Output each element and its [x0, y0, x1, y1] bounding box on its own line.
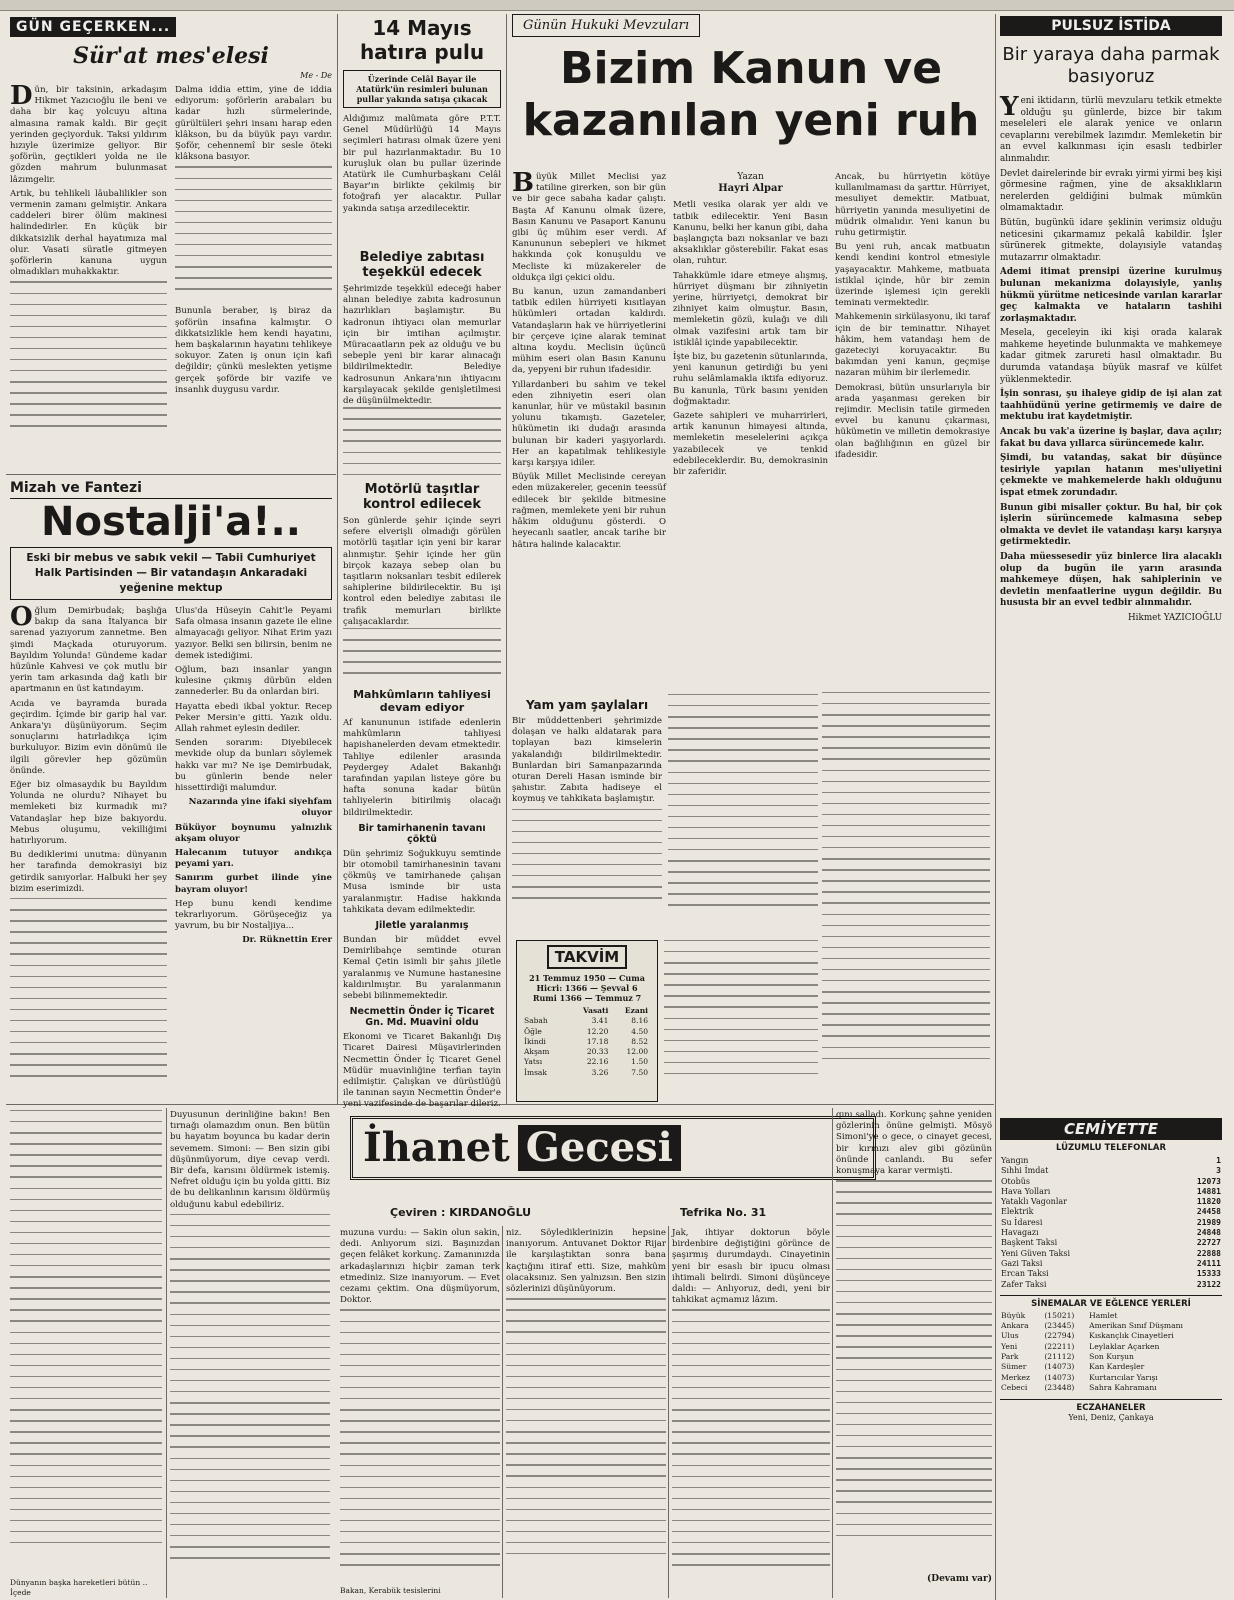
list-item [1000, 1373, 1222, 1383]
column-rule [502, 1226, 503, 1598]
list-item [1000, 1166, 1222, 1176]
paragraph: Mesela, geceleyin iki kişi orada kalarak mahkeme heyetinde bulunmakta ve mahkemeye kadar gitmek zarureti hasıl olmaktadır. Bu durumda vatandaşa büyük masraf ve külfet yüklenmektedir. [1000, 328, 1222, 385]
paragraph: Artık, bu tehlikeli lâubalilikler son vermenin zamanı gelmiştir. Ankara caddeleri birer ölüm makinesi halindedirler. En küçük bir dikkatsizlik derhal hayatımıza mal olur. Vasati süratle gitmeyen şoförlerin kanuna uygun olmadıkları muhakkaktır. [10, 188, 167, 278]
column-header: Ezani [624, 1006, 648, 1015]
entry-name: Ercan Taksi [1001, 1269, 1049, 1279]
serial-text: Duyusunun derinliğine bakın! Ben tırnağı olamazdım onun. Ben bütün bu hayatım boyunca bu kadar derin sevemem. Simoni: — Ben sizin gibi düşünmüyorum, diye cevap verdi. Bir defa, karısını öldürmek istemiş. Nefret olduğu için bu yolda gitti. Biz de bu delikanlının karısını öldürmüş olduğunu kabul edebiliriz. [170, 1110, 330, 1210]
cell: 8.16 [631, 1016, 648, 1026]
paragraph: Bu kanun, uzun zamandanberi tatbik edilen hürriyeti kısıtlayan hükümleri ortadan kaldırdı. Vatandaşların hak ve hürriyetlerini bir çerçeve içine alarak teminat altına koydu. Meclisin üçüncü mühim eseri olan Basın Kanunu da, yepyeni bir ruhun ifadesidir. [512, 287, 666, 376]
signature: Dr. Rüknettin Erer [242, 935, 332, 946]
list-item [1000, 1187, 1222, 1197]
entry-number: 23122 [1196, 1279, 1221, 1289]
column-rule [337, 14, 338, 1104]
column-rule [506, 14, 507, 1104]
column-title: PULSUZ İSTİDA [1000, 16, 1222, 36]
main-story-continuation [664, 940, 818, 1100]
table-row [523, 1037, 649, 1047]
cell: 22.16 [586, 1057, 609, 1067]
headline-line1: Bizim Kanun ve [559, 43, 943, 94]
paragraph: Devlet dairelerinde bir evrakı yirmi yirmi beş kişi görmesine rağmen, yine de aksaklıkların nerelerden geldiğini bulmak mümkün olmamaktadır. [1000, 168, 1222, 214]
paragraph: Şimdi, bu vatandaş, sakat bir düşünce tesiriyle yapılan hatanın mes'uliyetini çekmekte ve mahkemelerde haklı olduğunu ispat etmek zorundadır. [1000, 453, 1222, 498]
serial-text: gını salladı. Korkunç şahne yeniden gözlerinin önüne gelmişti. Mösyö Simoni'ye o gece, o cinayet gecesi, bir kırmızı alev gibi gözünün önünde canlandı. Bu sefer konuşmaya karar vermişti. [836, 1110, 992, 1177]
paragraph: Tahakkümle idare etmeye alışmış, hürriyet düşmanı bir zihniyetin yerine, hürriyetçi, demokrat bir zihniyet kaim olmuştur. Basın, memleketin gözü, kulağı ve dili olmak vazifesini artık tam bir istiklâl içinde yapabilecektir. [673, 270, 828, 348]
paragraph: Yeni iktidarın, türlü mevzularu tetkik etmekte olduğu şu günlerde, bizce bir takım meseleleri ele alarak yenice ve onların cevaplarını verebilmek lazımdır. Memleketin bir an evvel kalkınması için esaslı tedbirler alınmalıdır. [1000, 92, 1222, 164]
deck: Eski bir mebus ve sabık vekil — Tabii Cumhuriyet Halk Partisinden — Bir vatandaşın Ankaradaki yeğenine mektup [10, 547, 332, 600]
entry-name: Sıhhi İmdat [1001, 1166, 1049, 1176]
cinema-listing [1000, 1311, 1222, 1393]
entry-name: Gazi Taksi [1001, 1258, 1043, 1268]
paragraph: Büyük Millet Meclisi yaz tatiline girerken, son bir gün ve bir gece sabaha kadar çalıştı. Başta Af Kanunu olmak üzere, Basın Kanunu ve Pasaport Kanunu gibi üç mühim eser verdi. Af Kanununun sebepleri ve hikmet hakkında çok konuşuldu ve Mecliste ki müzakereler de oldukça ilgi çekici oldu. [512, 168, 666, 283]
list-item [1000, 1197, 1222, 1207]
kicker: Günün Hukuki Mevzuları [512, 14, 700, 37]
cell: 7.50 [631, 1067, 648, 1077]
serial-number: Tefrika No. 31 [680, 1206, 767, 1219]
entry-number: 11820 [1196, 1197, 1221, 1207]
text-filler [836, 1180, 992, 1546]
text-filler [822, 692, 990, 1069]
pharmacy-title: ECZAHANELER [1000, 1399, 1222, 1413]
serial-column [836, 1110, 992, 1598]
article-text: Şehrimizde teşekkül edeceği haber alınan belediye zabıta kadrosunun hazırlıkları başlamıştır. Bu kadronun ihtiyacı olan memurlar için bir imtihan açılmıştır. Müracaatların pek az olduğu ve bu sebeple yeni bir karar alınacağı bildirilmektedir. Belediye kadrosunun Ankara'nın ihtiyacını karşılayacak şekilde genişletilmesi de düşünülmektedir. [343, 284, 501, 407]
text-filler [343, 407, 501, 485]
list-item [1000, 1228, 1222, 1238]
article-text: Ekonomi ve Ticaret Bakanlığı Dış Ticaret Dairesi Müşavirlerinden Necmettin Önder İç Ticaret Genel Müdür muavinliğine terfian tayin edilmiştir. Çalışkan ve dürüstlüğü ile tanınan sayın Necmettin Önder'e yeni vazifesinde de başarılar dileriz. [343, 1032, 501, 1110]
mahkumlar-article [343, 684, 501, 1110]
article-text: Aldığımız malûmata göre P.T.T. Genel Müdürlüğü 14 Mayıs seçimleri hatırası olmak üzere yeni bir pul hazırlanmaktadır. Bu 10 kuruşluk olan bu pullar üzerinde Atatürk ile Cumhurbaşkanı Celâl Bayar'ın birlikte çekilmiş bir fotoğrafı yer alacaktır. Pullar yakında satışa arzedilecektir. [343, 114, 501, 214]
cinema-name: Cebeci [1001, 1382, 1028, 1392]
paragraph: Ademi itimat prensipi üzerine kurulmuş bulunan mekanizma dolayısiyle, yanlış hükmü yürütme neticesinde varılan kararlar geç kalmakta ve hataların tashihi zorlaşmaktadır. [1000, 267, 1222, 324]
cinema-film: Leylaklar Açarken [1089, 1341, 1160, 1351]
text-filler [506, 1298, 666, 1564]
list-item [1000, 1249, 1222, 1259]
list-item [1000, 1259, 1222, 1269]
main-story-continuation [668, 694, 818, 934]
subheadline: Jiletle yaralanmış [375, 920, 469, 932]
cell: 12.20 [586, 1026, 609, 1036]
entry-number: 24111 [1196, 1258, 1221, 1268]
text-filler [664, 940, 818, 1084]
author: Me - De [300, 71, 332, 80]
cell: 17.18 [586, 1036, 609, 1046]
paragraph: Oğlum, bazı insanlar yangın kulesine çıkmış dürbün elden zannederler. Bu da onlardan biri. [175, 665, 332, 698]
paragraph: Eğer biz olmasaydık bu Bayıldım Yolunda ne olurdu? Nihayet bu memleketi biz kurmadık mı? Vatandaşlar hep bize bakıyordu. Mebus oluşumu, vekilliğimi hatırlıyorum. [10, 780, 167, 847]
paragraph: Metli vesika olarak yer aldı ve tatbik edilecektir. Yeni Basın Kanunu, belki her kanun gibi, daha başlangıçta bazı noksanlar ve bazı aksaklıklar gösterebilir. Fakat esas olan, ruhtur. [673, 200, 828, 267]
headline: Belediye zabıtası teşekkül edecek [359, 250, 485, 280]
cell: 1.50 [631, 1057, 648, 1067]
headline-line2: hatıra pulu [359, 40, 485, 64]
text-filler [672, 1309, 830, 1575]
text-filler [170, 1214, 330, 1569]
cinema-film: Amerikan Sınıf Düşmanı [1089, 1321, 1183, 1331]
byline-label: Yazan [737, 172, 764, 182]
row-label: İmsak [524, 1067, 547, 1077]
paragraph: Gazete sahipleri ve muharrirleri, artık kanunun himayesi altında, memleketin meselelerini açıkça yazabilecek ve tenkid edebileceklerdir. Bu, demokrasinin bir zaferidir. [673, 411, 828, 478]
cinema-name: Yeni [1001, 1341, 1018, 1351]
row-label: İkindi [524, 1036, 546, 1046]
entry-name: Yataklı Vagonlar [1001, 1197, 1067, 1207]
paragraph: Bu yeni ruh, ancak matbuatın kendi kendini kontrol etmesiyle yaşayacaktır. Mahkeme, matbuata istiklal içinde, hür bir zemin üzerinde işlemesi için gerekli teminatı vermektedir. [835, 242, 990, 309]
paragraph: Hep bunu kendi kendime tekrarlıyorum. Görüşeceğiz ya yavrum, bu bir Nostaljiya... [175, 898, 332, 932]
list-item [1000, 1269, 1222, 1279]
serial-column [10, 1110, 162, 1600]
entry-name: Başkent Taksi [1001, 1238, 1058, 1248]
paragraph: Ancak, bu hürriyetin kötüye kullanılmaması da şarttır. Hürriyet, mesuliyet demektir. Matbuat, hürriyetin yanında mesuliyetini de müdrik olmalıdır. Yeni kanun bu ruhu getirmiştir. [835, 172, 990, 239]
poem-line: Nazarında yine ifaki siyehfam oluyor [188, 797, 332, 819]
text-filler [10, 898, 167, 1086]
entry-number: 14881 [1196, 1186, 1221, 1196]
table-row [523, 1057, 649, 1067]
column-title: GÜN GEÇERKEN... [10, 17, 176, 37]
table-row [523, 1068, 649, 1078]
serial-column [340, 1228, 500, 1598]
list-item [1000, 1238, 1222, 1248]
cinema-phone: (22211) [1044, 1341, 1075, 1351]
list-item [1000, 1156, 1222, 1166]
column-rule [166, 1108, 167, 1598]
headline: Mahkûmların tahliyesi devam ediyor [353, 688, 491, 714]
entry-number: 3 [1216, 1166, 1221, 1176]
article-text: Bundan bir müddet evvel Demirlibahçe semtinde oturan Kemal Çetin isimli bir şahıs jiletle yaralanmış ve Numune hastanesine kaldırılmıştır. Bu yaralanmanın sebebi bilinmemektedir. [343, 935, 501, 1002]
table-row [523, 1047, 649, 1057]
cinema-film: Sahra Kahramanı [1089, 1382, 1157, 1392]
cinema-film: Son Kurşun [1089, 1352, 1134, 1362]
list-item [1000, 1311, 1222, 1321]
cinema-title: SİNEMALAR VE EĞLENCE YERLERİ [1000, 1295, 1222, 1309]
footer-snippet: Bakan, Kerabük tesislerini [340, 1586, 441, 1595]
poem-line: Sanırım gurbet ilinde yine bayram oluyor! [175, 873, 332, 895]
continued-note: (Devamı var) [927, 1574, 992, 1585]
headline-line1: 14 Mayıs [372, 16, 472, 40]
article-text: Son günlerde şehir içinde seyri sefere elverişli olmadığı görülen motörlü taşıtlar için yeni bir karar alınmıştır. Şehir içinde her gün birçok kazaya sebep olan bu taşıtların noksanları tesbit edilerek sahiplerine bildirilecektir. Bu işi kontrol eden belediye zabıtası ile trafik memurları birlikte çalışacaklardır. [343, 516, 501, 627]
cinema-phone: (14073) [1044, 1372, 1075, 1382]
paragraph: Senden sorarım: Diyebilecek mevkide olup da bunları söylemek hakkı var mı? Ne işe Demirbudak, bu günlerin bende neler hissettirdiği malumdur. [175, 738, 332, 794]
cinema-name: Sümer [1001, 1362, 1027, 1372]
poem-line: Halecanım tutuyor andıkça peyami yarı. [175, 848, 332, 870]
list-item [1000, 1362, 1222, 1372]
entry-number: 1 [1216, 1156, 1221, 1165]
subheadline: Necmettin Önder İç Ticaret Gn. Md. Muavini oldu [349, 1006, 495, 1029]
column-rule [832, 1108, 833, 1598]
entry-name: Elektrik [1001, 1207, 1034, 1217]
cinema-phone: (23448) [1044, 1382, 1075, 1392]
section-rule [6, 474, 336, 475]
row-label: Sabah [524, 1016, 548, 1026]
column-rule [668, 1226, 669, 1598]
entry-number: 24458 [1196, 1207, 1221, 1217]
entry-name: Zafer Taksi [1001, 1279, 1047, 1289]
entry-name: Otobüs [1001, 1176, 1030, 1186]
text-filler [10, 281, 167, 436]
serial-text: Jak, ihtiyar doktorun böyle birdenbire değiştiğini görünce de şaşırmış durumdaydı. Cinayetinin yeni bir esaslı bir ipucu olması ihtimali belirdi. Simoni düşünceye daldı: — Anlıyoruz, dedi, yeni bir tahkikat açmamız lâzım. [672, 1228, 830, 1306]
cinema-film: Kurtarıcılar Yarışı [1089, 1372, 1158, 1382]
main-story-body [512, 168, 990, 692]
cell: 3.41 [591, 1016, 609, 1026]
entry-number: 21989 [1196, 1217, 1221, 1227]
date-line: 21 Temmuz 1950 — Cuma [529, 973, 645, 983]
hatira-pulu-article [343, 16, 501, 241]
cinema-name: Büyük [1001, 1310, 1026, 1320]
poem-line: Büküyor boynumu yalnızlık akşam oluyor [175, 822, 332, 844]
gun-gecerken-column [10, 16, 332, 471]
motorlu-article [343, 478, 501, 678]
headline: Motörlü taşıtlar kontrol edilecek [362, 482, 482, 512]
column-title: CEMİYETTE [1000, 1118, 1222, 1140]
serial-text: niz. Söylediklerinizin hepsine inanıyorum. Antuvanet Doktor Rijar ile karşılaştıktan sonra bana kaçtığını itiraf etti. Size, mahkûm olacaksınız. Sen yalnızsın. Ben sizin sözlerinizi düşünüyorum. [506, 1228, 666, 1295]
paragraph: Bu dediklerimi unutma: dünyanın her tarafında demokrasiyi biz getirdik sanıyorlar. Halbuki her şey bizim eserimizdi. [10, 850, 167, 894]
paragraph: Büyük Millet Meclisinde cereyan eden müzakereler, gecenin teessüf edilecek bir şekilde bitmesine rağmen, memlekete yeni bir ruhun hâkim olduğunu gösterdi. O heyecanlı saatler, ancak tarihe bir hâtıra halinde kalacaktır. [512, 472, 666, 550]
boxed-lead: Üzerinde Celâl Bayar ile Atatürk'ün resimleri bulunan pullar yakında satışa çıkacak [343, 70, 501, 108]
headline: Nostalji'a!.. [41, 499, 301, 545]
cell: 4.50 [631, 1026, 648, 1036]
cell: 8.52 [631, 1036, 648, 1046]
cell: 3.26 [591, 1067, 609, 1077]
row-label: Yatsı [524, 1057, 543, 1067]
yam-yam-article [512, 694, 662, 934]
paragraph: Demokrasi, bütün unsurlarıyla bir arada yaşanması gereken bir rejimdir. Meclisin tatile girmeden evvel bu kanunu çıkarması, hükümetin ve milletin demokrasiye olan bağlılığının en güzel bir ifadesidir. [835, 382, 990, 460]
cinema-film: Hamlet [1089, 1310, 1118, 1320]
paragraph: İşte biz, bu gazetenin sütunlarında, yeni kanunun getirdiği bu yeni ruhu selâmlamakla iktifa ediyoruz. Bu kanunla, Türk basını yeniden doğmaktadır. [673, 352, 828, 407]
pulsuz-istida-column [1000, 16, 1222, 1114]
list-item [1000, 1207, 1222, 1217]
cinema-phone: (22794) [1044, 1331, 1075, 1341]
paragraph: Ulus'da Hüseyin Cahit'le Peyami Safa olmasa insanın gazete ile eline almayacağı geliyor. Nihat Erim yazı yazıyor. Belki sen bilirsin, benim ne demek istediğimi. [175, 606, 332, 661]
entry-name: Su İdaresi [1001, 1217, 1043, 1227]
rumi-line: Rumi 1366 — Temmuz 7 [532, 993, 642, 1003]
headline-line2: kazanılan yeni ruh [522, 95, 980, 146]
list-item [1000, 1352, 1222, 1362]
paragraph: Ancak bu vak'a üzerine iş başlar, dava açılır; fakat bu dava yıllarca sürüncemede kalır. [1000, 427, 1222, 449]
entry-name: Yeni Güven Taksi [1001, 1248, 1071, 1258]
row-label: Akşam [524, 1047, 550, 1057]
byline-author: Hayri Alpar [718, 183, 783, 195]
entry-number: 24848 [1196, 1228, 1221, 1238]
list-item [1000, 1331, 1222, 1341]
cinema-film: Kıskançlık Cinayetleri [1089, 1331, 1174, 1341]
table-row [523, 1016, 649, 1026]
list-item [1000, 1177, 1222, 1187]
paragraph: Yıllardanberi bu sahim ve tekel eden zihniyetin eseri olan kanunlar, hür ve müstakil basının yolunu tıkamıştı. Gazeteler, hükümetin iki dudağı arasında bulunan bir kaderi yaşıyorlardı. Her an kapatılmak tehlikesiyle karşı karşıya idiler. [512, 379, 666, 469]
page-top-strip [0, 0, 1234, 11]
entry-number: 22727 [1196, 1238, 1221, 1248]
subheadline: Bir tamirhanenin tavanı çöktü [358, 822, 486, 845]
nostalji-article [10, 480, 332, 1100]
paragraph: Oğlum Demirbudak; başlığa bakıp da sana İtalyanca bir sarenad yazıyorum zannetme. Ben şimdi Maçkada oturuyorum. Bayıldım Yolunda! Gündeme kadar hüzünle Kahvesi ve çok mutlu bir yerin tam arkasında dağ katlı bir apartmanın en üst katındayım. [10, 602, 167, 695]
paragraph: Bunun gibi misaller çoktur. Bu hal, bir çok işlerin sürüncemede kalmasına sebep olmakta ve devlet ile vatandaşı karşı karşıya getirmektedir. [1000, 502, 1222, 548]
cinema-phone: (21112) [1044, 1352, 1075, 1362]
takvim-title: TAKVİM [547, 945, 627, 969]
list-item [1000, 1383, 1222, 1393]
text-filler [668, 694, 818, 916]
serial-title-right: Gecesi [518, 1125, 681, 1171]
text-filler [10, 1110, 162, 1553]
serial-text: muzuna vurdu: — Sakin olun sakin, dedi. Anlıyorum sizi. Başınızdan geçen felâket korkunç. Zamanınızda arkadaşlarınızı hiçbir zaman terk etmediniz. Size inanıyorum. — Evet cezamı çektim. Ona düşmüyorum, Doktor. [340, 1228, 500, 1306]
cell: 12.00 [626, 1047, 648, 1057]
section-label: Mizah ve Fantezi [10, 480, 332, 499]
text-filler [512, 809, 662, 909]
hicri-line: Hicri: 1366 — Şevval 6 [536, 983, 638, 993]
takvim-box [516, 940, 658, 1102]
text-filler [343, 628, 501, 683]
entry-number: 15333 [1196, 1269, 1221, 1279]
main-story-continuation [822, 692, 990, 1100]
paragraph: Hayatta ebedi ikbal yoktur. Recep Peker Mersin'e gitti. Yazık oldu. Allah rahmet eylesin dediler. [175, 701, 332, 735]
cinema-name: Ulus [1001, 1331, 1019, 1341]
cinema-phone: (15021) [1044, 1310, 1075, 1320]
serial-column [170, 1110, 330, 1600]
cell: 20.33 [586, 1047, 609, 1057]
article-text: Af kanununun istifade edenlerin mahkûmların tahliyesi hapishanelerden devam etmektedir. Tahliye edilenler arasında Peydergey Adalet Bakanlığı tarafından yapılan listeye göre bu hafta sonuna kadar bütün tahliyelerin bitirilmiş olacağı bildirilmektedir. [343, 718, 501, 818]
entry-name: Hava Yolları [1001, 1186, 1051, 1196]
cemiyette-column [1000, 1118, 1222, 1596]
row-label: Öğle [524, 1026, 542, 1036]
paragraph: Bununla beraber, iş biraz da şoförün insafına kalmıştır. O dikkatsizlikle hem kendi hayatını, hem başkalarının hayatını tehlikeye sokuyor. Zaten iş onun için kafi değildir; çünkü meslekten yetişme gerçek şoförde bir vazife ve insanlık duygusu vardır. [175, 306, 332, 395]
text-filler [175, 166, 332, 299]
phone-directory [1000, 1156, 1222, 1290]
prayer-times-table [523, 1006, 649, 1078]
headline: Bir yaraya daha parmak basıyoruz [1002, 44, 1220, 87]
headline: Yam yam şaylaları [525, 698, 649, 712]
entry-name: Yangın [1001, 1156, 1029, 1165]
serial-title-left: İhanet [363, 1124, 510, 1171]
translator: Çeviren : KIRDANOĞLU [390, 1206, 532, 1219]
article-text: Dün şehrimiz Soğukkuyu semtinde bir otomobil tamirhanesinin tavanı çökmüş ve tamirhanede çalışan Musa isminde bir usta yaralanmıştır. Hadise hakkında tahkikata devam edilmektedir. [343, 848, 501, 915]
column-rule [995, 14, 996, 1600]
entry-number: 22888 [1196, 1248, 1221, 1258]
pharmacy-text: Yeni, Deniz, Çankaya [1068, 1413, 1154, 1423]
paragraph: Daha müessesedir yüz binlerce lira alacaklı olup da bugün ile yarın arasında mahkemeye düşen, hak sahiplerinin ve devletin menfaatlerine uygun değildir. Bu hususta bir an evvel tedbir alınmalıdır. [1000, 551, 1222, 609]
headline: Sür'at mes'elesi [73, 43, 269, 69]
article-text: Bir müddettenberi şehrimizde dolaşan ve halkı aldatarak para toplayan bazı kimselerin yakalandığı bildirilmektedir. Bunlardan biri Samanpazarında oturan Dereli Hasan isminde bir şahıstır. Zabıta hadiseye el koymuş ve tahkikata başlamıştır. [512, 716, 662, 805]
paragraph: Dalma iddia ettim, yine de iddia ediyorum: şoförlerin arabaları bu kadar hızlı sürmelerinde, gürültüleri şehri insanı harap eden klâkson, bu da büyük payı vardır. Şoför, cehennemî bir sesle öteki klâksona basıyor. [175, 85, 332, 163]
paragraph: Dün, bir taksinin, arkadaşım Hikmet Yazıcıoğlu ile beni ve daha bir kaç yolcuyu altına almasına ramak kaldı. Bir geçit yerinden geçiyorduk. Taksi yıldırım hızıyle üzerimize geliyor. Bir şoförün, geçtikleri yolda ne ile gözden mahrum bulunmasat lâzımgelir. [10, 81, 167, 185]
footer-snippet: Dünyanın başka hareketleri bütün .. İçede [10, 1578, 148, 1597]
cinema-film: Kan Kardeşler [1089, 1362, 1145, 1372]
cinema-name: Merkez [1001, 1372, 1030, 1382]
cinema-name: Ankara [1001, 1321, 1029, 1331]
list-item [1000, 1342, 1222, 1352]
signature: Hikmet YAZICIOĞLU [1128, 612, 1222, 623]
cinema-name: Park [1001, 1352, 1019, 1362]
table-row [523, 1027, 649, 1037]
serial-column [506, 1228, 666, 1598]
phones-title: LÜZUMLU TELEFONLAR [1055, 1143, 1167, 1153]
paragraph: Mahkemenin sirkülasyonu, iki taraf için de bir teminattır. Nihayet hâkim, hem vatandaşı hem de gazeteciyi koruyacaktır. Bu bakımdan yeni kanun, geçmişe nazaran mühim bir ilerlemedir. [835, 312, 990, 379]
belediye-article [343, 246, 501, 474]
entry-number: 12073 [1196, 1176, 1221, 1186]
paragraph: Bütün, bugünkü idare şeklinin verimsiz olduğu neticesini çıkarmamız pekalâ kabildir. İşler sürünerek gitmekte, dolayısiyle vatandaş mutazarrır olmaktadır. [1000, 217, 1222, 263]
cinema-phone: (23445) [1044, 1321, 1075, 1331]
serial-column [672, 1228, 830, 1598]
list-item [1000, 1321, 1222, 1331]
main-story-header [512, 14, 990, 172]
column-header: Vasati [582, 1006, 609, 1015]
text-filler [340, 1309, 500, 1575]
list-item [1000, 1280, 1222, 1290]
paragraph: Acıda ve bayramda burada geçirdim. İçimde bir garip hal var. Ankara'yı düşünüyorum. Seçim sonuçlarını hatırladıkça içim burkuluyor. Bizim evin dönümü ile ilgili görevler hep gözümün önünde. [10, 698, 167, 776]
list-item [1000, 1218, 1222, 1228]
cinema-phone: (14073) [1044, 1362, 1075, 1372]
paragraph: İşin sonrası, şu ihaleye gidip de işi alan zat taahhüdünü yerine getirmemiş ve daire de mektubu irat kaydetmiştir. [1000, 389, 1222, 423]
entry-name: Havagazı [1001, 1228, 1039, 1238]
